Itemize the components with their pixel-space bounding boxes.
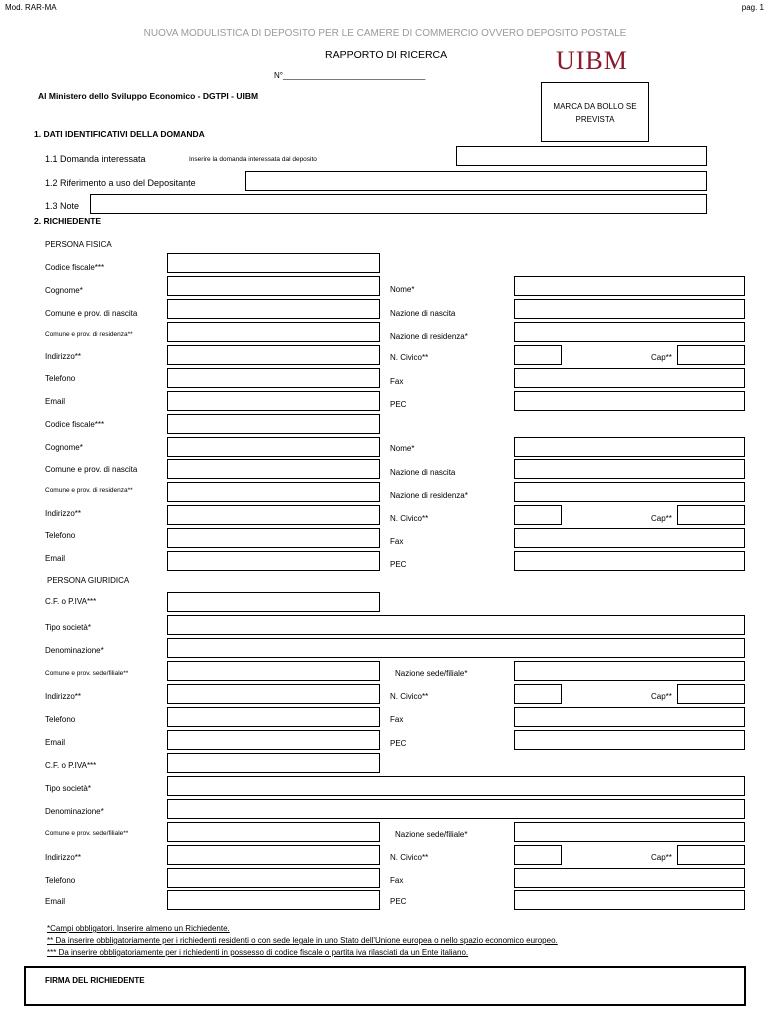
pec-input[interactable] <box>514 730 745 750</box>
nazione-sede-input[interactable] <box>514 661 745 681</box>
tipo-societa-label: Tipo società* <box>45 784 91 793</box>
tipo-societa-input[interactable] <box>167 615 745 635</box>
field-1-1-hint: Inserire la domanda interessata dal deposito <box>189 156 317 163</box>
email-label: Email <box>45 738 66 747</box>
comune-residenza-input[interactable] <box>167 482 380 502</box>
nazione-residenza-input[interactable] <box>514 482 745 502</box>
field-1-1-label: 1.1 Domanda interessata <box>45 154 146 164</box>
telefono-label: Telefono <box>45 715 76 724</box>
nome-label: Nome* <box>390 444 415 453</box>
cap-label: Cap** <box>651 353 672 362</box>
codice-fiscale-input[interactable] <box>167 414 380 434</box>
fax-input[interactable] <box>514 528 745 548</box>
fax-label: Fax <box>390 537 404 546</box>
indirizzo-label: Indirizzo** <box>45 352 82 361</box>
email-label: Email <box>45 397 66 406</box>
cognome-label: Cognome* <box>45 443 83 452</box>
persona-giuridica-heading: PERSONA GIURIDICA <box>47 576 130 585</box>
cf-piva-input[interactable] <box>167 592 380 612</box>
form-title: RAPPORTO DI RICERCA <box>325 49 448 61</box>
telefono-input[interactable] <box>167 368 380 388</box>
cf-piva-input[interactable] <box>167 753 380 773</box>
email-input[interactable] <box>167 391 380 411</box>
denominazione-input[interactable] <box>167 638 745 658</box>
codice-fiscale-label: Codice fiscale*** <box>45 420 105 429</box>
telefono-label: Telefono <box>45 374 76 383</box>
telefono-label: Telefono <box>45 876 76 885</box>
page-number: pag. 1 <box>741 3 764 12</box>
cf-piva-label: C.F. o P.IVA*** <box>45 761 97 770</box>
nazione-sede-label: Nazione sede/filiale* <box>395 669 468 678</box>
signature-label: FIRMA DEL RICHIEDENTE <box>45 976 145 985</box>
pec-label: PEC <box>390 739 407 748</box>
denominazione-input[interactable] <box>167 799 745 819</box>
tipo-societa-input[interactable] <box>167 776 745 796</box>
riferimento-input[interactable] <box>245 171 707 191</box>
cap-input[interactable] <box>677 345 745 365</box>
uibm-logo: UIBM <box>556 46 628 75</box>
civico-label: N. Civico** <box>390 853 429 862</box>
signature-box[interactable] <box>24 966 746 1006</box>
civico-label: N. Civico** <box>390 514 429 523</box>
section-2-title: 2. RICHIEDENTE <box>34 216 102 226</box>
nazione-sede-label: Nazione sede/filiale* <box>395 830 468 839</box>
civico-input[interactable] <box>514 684 562 704</box>
email-input[interactable] <box>167 890 380 910</box>
indirizzo-input[interactable] <box>167 845 380 865</box>
cap-label: Cap** <box>651 692 672 701</box>
comune-sede-label: Comune e prov. sede/filiale** <box>45 670 129 677</box>
civico-label: N. Civico** <box>390 692 429 701</box>
civico-input[interactable] <box>514 845 562 865</box>
telefono-input[interactable] <box>167 707 380 727</box>
cap-input[interactable] <box>677 684 745 704</box>
comune-residenza-label: Comune e prov. di residenza** <box>45 331 133 338</box>
cognome-label: Cognome* <box>45 286 83 295</box>
field-1-3-label: 1.3 Note <box>45 201 80 211</box>
addressee: Al Ministero dello Sviluppo Economico - DGTPI - UIBM <box>38 91 259 101</box>
pec-label: PEC <box>390 897 407 906</box>
indirizzo-input[interactable] <box>167 345 380 365</box>
cf-piva-label: C.F. o P.IVA*** <box>45 597 97 606</box>
pec-label: PEC <box>390 400 407 409</box>
codice-fiscale-label: Codice fiscale*** <box>45 263 105 272</box>
cognome-input[interactable] <box>167 437 380 457</box>
field-1-2-label: 1.2 Riferimento a uso del Depositante <box>45 178 196 188</box>
footnote-eu-residents: ** Da inserire obbligatoriamente per i richiedenti residenti o con sede legale in uno Stato dell'Unione europea o nello spazio economico europeo. <box>47 936 558 945</box>
comune-nascita-label: Comune e prov. di nascita <box>45 309 138 318</box>
indirizzo-label: Indirizzo** <box>45 509 82 518</box>
cap-label: Cap** <box>651 853 672 862</box>
nazione-sede-input[interactable] <box>514 822 745 842</box>
note-input[interactable] <box>90 194 707 214</box>
footnote-italian-tax-code: *** Da inserire obbligatoriamente per i richiedenti in possesso di codice fiscale o partita iva rilasciati da un Ente italiano. <box>47 948 469 957</box>
denominazione-label: Denominazione* <box>45 646 104 655</box>
nome-label: Nome* <box>390 285 415 294</box>
comune-nascita-input[interactable] <box>167 459 380 479</box>
email-label: Email <box>45 554 66 563</box>
telefono-label: Telefono <box>45 531 76 540</box>
email-label: Email <box>45 897 66 906</box>
persona-fisica-heading: PERSONA FISICA <box>45 240 112 249</box>
pec-label: PEC <box>390 560 407 569</box>
cognome-input[interactable] <box>167 276 380 296</box>
nazione-nascita-input[interactable] <box>514 299 745 319</box>
pec-input[interactable] <box>514 391 745 411</box>
fax-label: Fax <box>390 715 404 724</box>
nazione-nascita-label: Nazione di nascita <box>390 309 456 318</box>
nazione-nascita-label: Nazione di nascita <box>390 468 456 477</box>
comune-nascita-input[interactable] <box>167 299 380 319</box>
fax-label: Fax <box>390 377 404 386</box>
nazione-nascita-input[interactable] <box>514 459 745 479</box>
indirizzo-input[interactable] <box>167 684 380 704</box>
cap-input[interactable] <box>677 845 745 865</box>
telefono-input[interactable] <box>167 528 380 548</box>
pec-input[interactable] <box>514 890 745 910</box>
email-input[interactable] <box>167 551 380 571</box>
comune-residenza-input[interactable] <box>167 322 380 342</box>
civico-input[interactable] <box>514 505 562 525</box>
civico-label: N. Civico** <box>390 353 429 362</box>
comune-sede-label: Comune e prov. sede/filiale** <box>45 830 129 837</box>
fax-label: Fax <box>390 876 404 885</box>
denominazione-label: Denominazione* <box>45 807 104 816</box>
nazione-residenza-label: Nazione di residenza* <box>390 332 468 341</box>
codice-fiscale-input[interactable] <box>167 253 380 273</box>
telefono-input[interactable] <box>167 868 380 888</box>
nome-input[interactable] <box>514 276 745 296</box>
application-number-line: N°________________________________ <box>274 71 426 80</box>
cap-label: Cap** <box>651 514 672 523</box>
nome-input[interactable] <box>514 437 745 457</box>
cap-input[interactable] <box>677 505 745 525</box>
fax-input[interactable] <box>514 707 745 727</box>
nazione-residenza-label: Nazione di residenza* <box>390 491 468 500</box>
footnote-required: *Campi obbligatori. Inserire almeno un Richiedente. <box>47 924 230 933</box>
comune-residenza-label: Comune e prov. di residenza** <box>45 487 133 494</box>
domanda-interessata-input[interactable] <box>456 146 707 166</box>
indirizzo-input[interactable] <box>167 505 380 525</box>
indirizzo-label: Indirizzo** <box>45 692 82 701</box>
civico-input[interactable] <box>514 345 562 365</box>
comune-sede-input[interactable] <box>167 822 380 842</box>
stamp-label: MARCA DA BOLLO SE PREVISTA <box>553 102 637 124</box>
indirizzo-label: Indirizzo** <box>45 853 82 862</box>
comune-sede-input[interactable] <box>167 661 380 681</box>
module-code: Mod. RAR-MA <box>5 3 57 12</box>
fax-input[interactable] <box>514 868 745 888</box>
pec-input[interactable] <box>514 551 745 571</box>
tipo-societa-label: Tipo società* <box>45 623 91 632</box>
comune-nascita-label: Comune e prov. di nascita <box>45 465 138 474</box>
fax-input[interactable] <box>514 368 745 388</box>
nazione-residenza-input[interactable] <box>514 322 745 342</box>
form-subtitle: NUOVA MODULISTICA DI DEPOSITO PER LE CAMERE DI COMMERCIO OVVERO DEPOSITO POSTALE <box>143 28 627 39</box>
email-input[interactable] <box>167 730 380 750</box>
revenue-stamp-box <box>541 82 649 142</box>
section-1-title: 1. DATI IDENTIFICATIVI DELLA DOMANDA <box>34 129 205 139</box>
